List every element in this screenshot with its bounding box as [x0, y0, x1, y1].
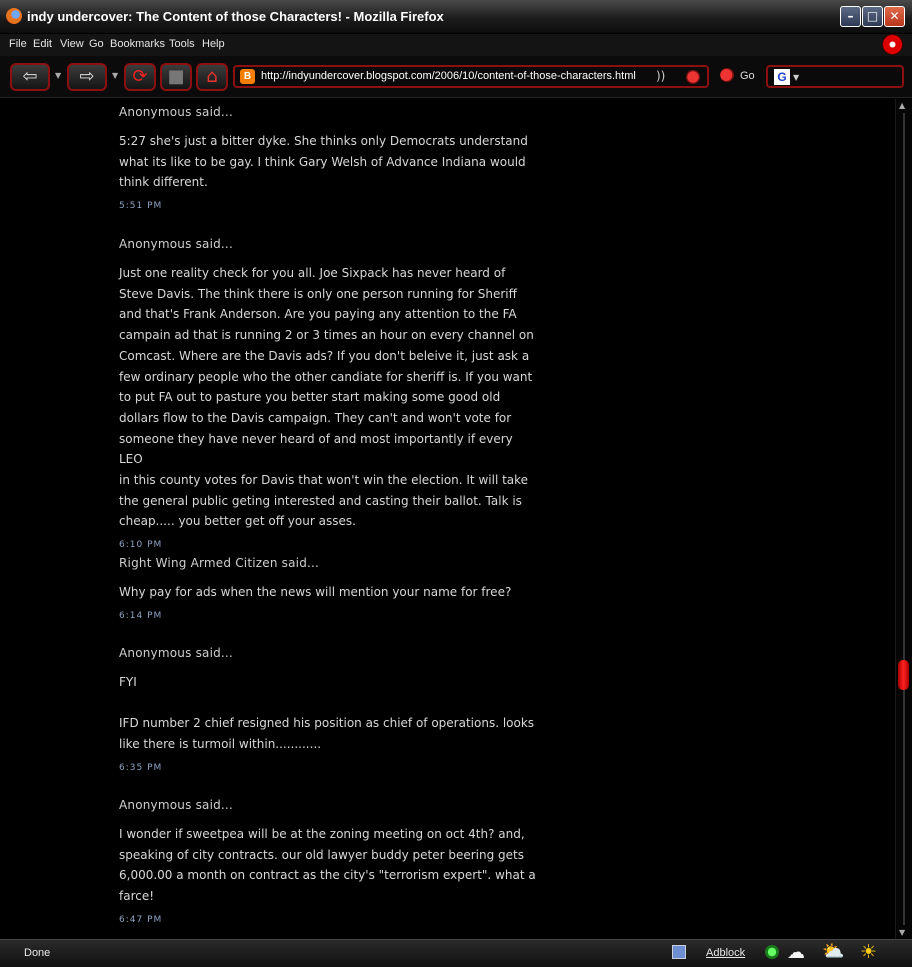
comment-body: I wonder if sweetpea will be at the zoning meeting on oct 4th? and, speaking of city contracts. our old lawyer buddy peter beering gets 6,000.00 a month on contract as the city's "terrorism expert". what a farce! — [119, 827, 536, 904]
comment-item — [119, 646, 539, 773]
window-title: indy undercover: The Content of those Characters! - Mozilla Firefox — [27, 9, 444, 24]
activity-throbber-icon — [882, 34, 903, 55]
comment-item — [119, 798, 539, 925]
comment-author: Anonymous said... — [119, 237, 233, 251]
firefox-icon — [6, 8, 22, 24]
scroll-track[interactable] — [903, 113, 905, 925]
back-history-dropdown-icon[interactable]: ▼ — [55, 71, 62, 80]
close-button[interactable]: ✕ — [884, 6, 905, 27]
comment-timestamp[interactable]: 6:14 PM — [119, 610, 163, 621]
comment-item — [119, 105, 539, 211]
menu-bookmarks[interactable]: Bookmarks — [110, 38, 166, 50]
comment-timestamp[interactable]: 6:10 PM — [119, 540, 163, 551]
scroll-up-icon[interactable]: ▲ — [899, 101, 906, 110]
forward-history-dropdown-icon[interactable]: ▼ — [112, 71, 119, 80]
menu-file[interactable]: File — [9, 38, 27, 50]
comment-body: 5:27 she's just a bitter dyke. She thinks only Democrats understand what its like to be gay. I think Gary Welsh of Advance Indiana would think different. — [119, 134, 528, 190]
home-button[interactable]: ⌂ — [196, 63, 228, 91]
search-engine-dropdown-icon[interactable]: ▼ — [793, 73, 800, 82]
blogger-favicon-icon: B — [240, 69, 255, 84]
comment-timestamp[interactable]: 6:47 PM — [119, 914, 163, 925]
comment-body: Just one reality check for you all. Joe Sixpack has never heard of Steve Davis. The think there is only one person running for Sheriff and that's Frank Anderson. Are you paying any attention to the FA campain ad that is running 2 or 3 times an hour on every channel on Comcast. Where are the Davis ads? If you don't beleive it, just ask a few ordinary people who the other candiate for sheriff is. If you want to put FA out to pasture you better start making some good old dollars flow to the Davis campaign. They can't and won't vote for someone they have never heard of and most importantly if every LEO in this county votes for Davis that won't win the election. It will take the general public geting interested and casting their ballot. Talk is cheap..... you better get off your asses. — [119, 266, 534, 529]
menu-bar — [0, 34, 912, 56]
comment-timestamp[interactable]: 6:35 PM — [119, 762, 163, 773]
scroll-thumb[interactable] — [898, 660, 909, 690]
comment-item — [119, 556, 539, 621]
comment-author: Anonymous said... — [119, 105, 233, 119]
status-bar — [0, 939, 912, 967]
reload-button[interactable]: ⟳ — [124, 63, 156, 91]
go-label: Go — [740, 70, 755, 82]
comment-item — [119, 237, 539, 550]
back-button[interactable]: ⇦ — [10, 63, 50, 91]
menu-edit[interactable]: Edit — [33, 38, 52, 50]
maximize-button[interactable]: □ — [862, 6, 883, 27]
status-text: Done — [24, 947, 51, 959]
comment-author: Anonymous said... — [119, 798, 233, 812]
adblock-link[interactable]: Adblock — [706, 947, 746, 959]
weather-cloud-icon[interactable]: ☁ — [787, 942, 805, 962]
page-content — [0, 99, 895, 939]
vertical-scrollbar[interactable] — [895, 99, 912, 939]
menu-view[interactable]: View — [60, 38, 84, 50]
google-search-engine-icon[interactable]: G — [774, 69, 790, 85]
menu-go[interactable]: Go — [89, 38, 104, 50]
comment-body: Why pay for ads when the news will mention your name for free? — [119, 585, 512, 599]
weather-partly-sunny-icon[interactable]: ⛅ — [822, 941, 845, 961]
comment-timestamp[interactable]: 5:51 PM — [119, 201, 163, 212]
url-dropdown-icon[interactable] — [686, 70, 700, 84]
window-titlebar — [0, 0, 912, 34]
comment-author: Right Wing Armed Citizen said... — [119, 556, 320, 570]
page-info-icon[interactable] — [672, 945, 686, 959]
rss-feed-icon[interactable]: )) — [656, 69, 666, 83]
connection-status-icon[interactable] — [765, 945, 779, 959]
search-box[interactable] — [766, 65, 904, 88]
stop-button[interactable]: ■ — [160, 63, 192, 91]
comment-body: FYI IFD number 2 chief resigned his position as chief of operations. looks like there is turmoil within............ — [119, 675, 535, 752]
minimize-button[interactable]: – — [840, 6, 861, 27]
forward-button[interactable]: ⇨ — [67, 63, 107, 91]
comment-author: Anonymous said... — [119, 646, 233, 660]
go-icon — [720, 68, 734, 82]
address-bar[interactable] — [233, 65, 709, 88]
url-text[interactable]: http://indyundercover.blogspot.com/2006/10/content-of-those-characters.html — [261, 70, 636, 82]
scroll-down-icon[interactable]: ▼ — [899, 928, 906, 937]
weather-sun-icon[interactable]: ☀ — [860, 942, 878, 963]
menu-tools[interactable]: Tools — [169, 38, 195, 50]
go-button[interactable] — [720, 68, 755, 82]
menu-help[interactable]: Help — [202, 38, 225, 50]
